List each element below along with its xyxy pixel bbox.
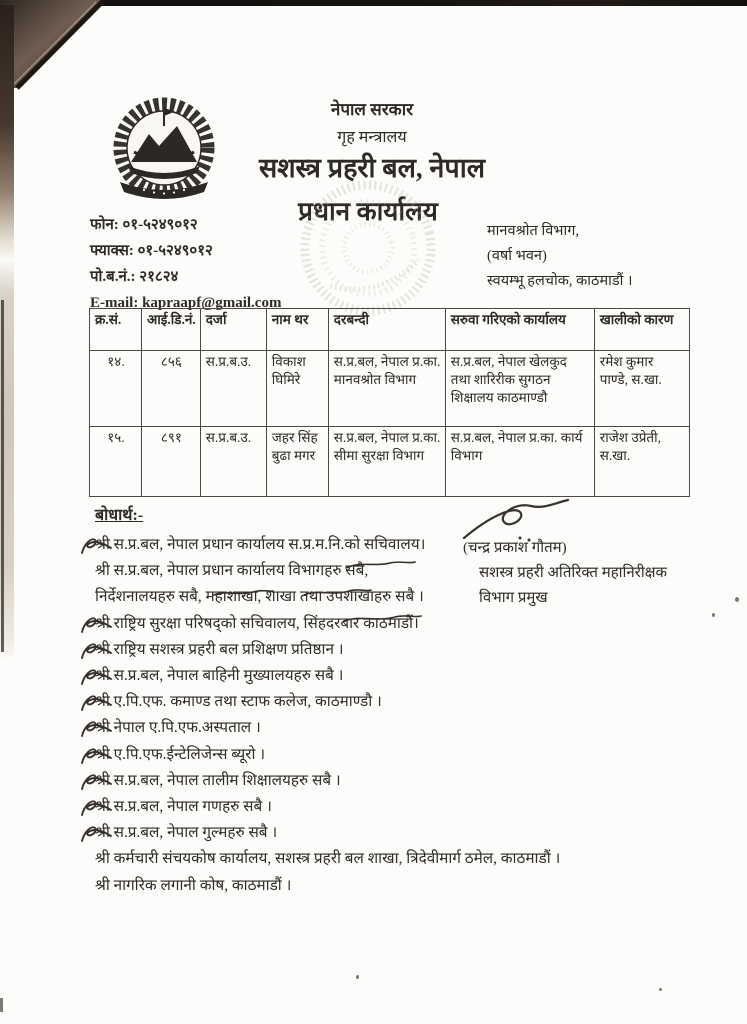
contact-pobox: पो.ब.नं.: २१८२४ [90, 269, 179, 285]
list-item-text: निर्देशनालयहरु सबै, महाशाखा, शाखा तथा उपशाखाहरु सबै । [95, 588, 424, 606]
col-serial: क्र.सं. [90, 309, 142, 351]
list-item [95, 873, 740, 899]
col-vacancy-reason: खालीको कारण [594, 309, 689, 351]
cell-vacancy-reason: रमेश कुमार पाण्डे, स.खा. [594, 351, 689, 427]
list-item-text: श्री ए.पि.एफ. कमाण्ड तथा स्टाफ कलेज, काठमाण्डौ । [95, 693, 382, 711]
pen-tick-mark [81, 798, 113, 818]
pen-squiggle-mark [345, 559, 417, 571]
address-block [487, 219, 633, 294]
col-posting: दरबन्दी [328, 309, 445, 351]
col-rank: दर्जा [200, 309, 266, 351]
cell-posting: स.प्र.बल, नेपाल प्र.का. मानवश्रोत विभाग [328, 351, 445, 427]
list-item [95, 820, 740, 846]
pen-tick-mark [81, 772, 113, 792]
cell-serial: १५. [90, 427, 142, 497]
table-header-row [90, 309, 690, 351]
cell-id: ८५६ [142, 351, 201, 427]
header-office: प्रधान कार्यालय [298, 197, 438, 226]
address-location: स्वयम्भू हलचोक, काठमाडौं । [487, 273, 633, 289]
list-item-text: श्री स.प्र.बल, नेपाल प्रधान कार्यालय स.प्र.म.नि.को सचिवालय। [95, 536, 426, 553]
list-item [95, 584, 740, 610]
list-item [95, 532, 740, 558]
pen-tick-mark [81, 693, 113, 713]
table-row [90, 427, 690, 497]
list-item-text: श्री स.प्र.बल, नेपाल तालीम शिक्षालयहरु सबै । [95, 771, 341, 789]
scan-speck [0, 998, 3, 1012]
cell-name: विकाश घिमिरे [266, 351, 328, 427]
cell-transferred-office: स.प्र.बल, नेपाल प्र.का. कार्य विभाग [445, 427, 594, 497]
list-item-text: श्री स.प्र.बल, नेपाल प्रधान कार्यालय विभागहरु सबै, [95, 562, 369, 580]
signatory-name: (चन्द्र प्रकाश गौतम) [463, 540, 567, 556]
signatory-role: विभाग प्रमुख [479, 590, 548, 606]
header-ministry: गृह मन्त्रालय [337, 129, 407, 146]
list-item [95, 715, 740, 741]
pen-squiggle-mark [343, 613, 423, 625]
col-id: आई.डि.नं. [142, 309, 201, 351]
list-item [95, 768, 740, 794]
scan-artifact-left-line [1, 300, 4, 652]
address-building: (वर्षा भवन) [487, 248, 547, 264]
list-item-text: श्री राष्ट्रिय सशस्त्र प्रहरी बल प्रशिक्षण प्रतिष्ठान । [95, 640, 344, 658]
cell-rank: स.प्र.ब.उ. [200, 427, 266, 497]
list-item-text: श्री ए.पि.एफ.ईन्टेलिजेन्स ब्यूरो । [95, 745, 266, 763]
list-item [95, 742, 740, 768]
signatory-title: सशस्त्र प्रहरी अतिरिक्त महानिरीक्षक [479, 565, 668, 581]
header-government: नेपाल सरकार [330, 100, 414, 119]
list-item-text: श्री नागरिक लगानी कोष, काठमाडौं । [95, 876, 292, 894]
scan-speck [659, 988, 662, 991]
list-item [95, 794, 740, 820]
contact-fax: फ्याक्स: ०१-५२४९०१२ [90, 243, 213, 259]
list-item [95, 689, 740, 715]
pen-tick-mark [81, 667, 113, 687]
cell-vacancy-reason: राजेश उप्रेती, स.खा. [594, 427, 689, 497]
table-row [90, 351, 690, 427]
list-item-text: श्री राष्ट्रिय सुरक्षा परिषद्को सचिवालय, सिंहदरबार काठमाडौं। [95, 614, 419, 632]
list-item-text: श्री स.प्र.बल, नेपाल बाहिनी मुख्यालयहरु सबै । [95, 667, 344, 685]
pen-tick-mark [81, 641, 113, 661]
col-transferred-office: सरुवा गरिएको कार्यालय [445, 309, 594, 351]
contact-phone: फोन: ०१-५२४९०१२ [90, 217, 198, 233]
header-organization: सशस्त्र प्रहरी बल, नेपाल [258, 153, 486, 183]
list-item-text: श्री स.प्र.बल, नेपाल गुल्महरु सबै । [95, 824, 278, 842]
list-item-text: श्री स.प्र.बल, नेपाल गणहरु सबै । [95, 798, 272, 816]
cell-id: ८९१ [142, 427, 201, 497]
bodhartha-list [95, 532, 740, 899]
cell-transferred-office: स.प्र.बल, नेपाल खेलकुद तथा शारिरीक सुगठन शिक्षालय काठमाण्डौ [445, 351, 594, 427]
list-item-text: श्री कर्मचारी संचयकोष कार्यालय, सशस्त्र प्रहरी बल शाखा, त्रिदेवीमार्ग ठमेल, काठमाडौं । [95, 850, 561, 868]
scan-artifact-top-bar [0, 0, 747, 6]
list-item [95, 637, 740, 663]
contact-block [90, 212, 281, 316]
list-item [95, 663, 740, 689]
pen-tick-mark [81, 536, 113, 556]
bodhartha-heading: बोधार्थ:- [95, 507, 144, 524]
nepal-coat-of-arms-emblem [98, 96, 230, 208]
pen-tick-mark [81, 746, 113, 766]
pen-tick-mark [81, 719, 113, 739]
pen-squiggle-mark [303, 587, 373, 599]
cell-posting: स.प्र.बल, नेपाल प्र.का. सीमा सुरक्षा विभाग [328, 427, 445, 497]
pen-tick-mark [81, 615, 113, 635]
contact-email: E-mail: kapraapf@gmail.com [90, 295, 282, 311]
scan-artifact-corner-fold [0, 0, 112, 92]
cell-rank: स.प्र.ब.उ. [200, 351, 266, 427]
pen-squiggle-mark [213, 587, 275, 599]
scan-speck [356, 975, 359, 979]
address-department: मानवश्रोत विभाग, [487, 223, 580, 239]
cell-name: जहर सिंह बुढा मगर [266, 427, 328, 497]
cell-serial: १४. [90, 351, 142, 427]
list-item [95, 846, 740, 872]
pen-tick-mark [81, 824, 113, 844]
list-item-text: श्री नेपाल ए.पि.एफ.अस्पताल । [95, 719, 261, 737]
transfer-table [89, 308, 690, 497]
col-name: नाम थर [266, 309, 328, 351]
